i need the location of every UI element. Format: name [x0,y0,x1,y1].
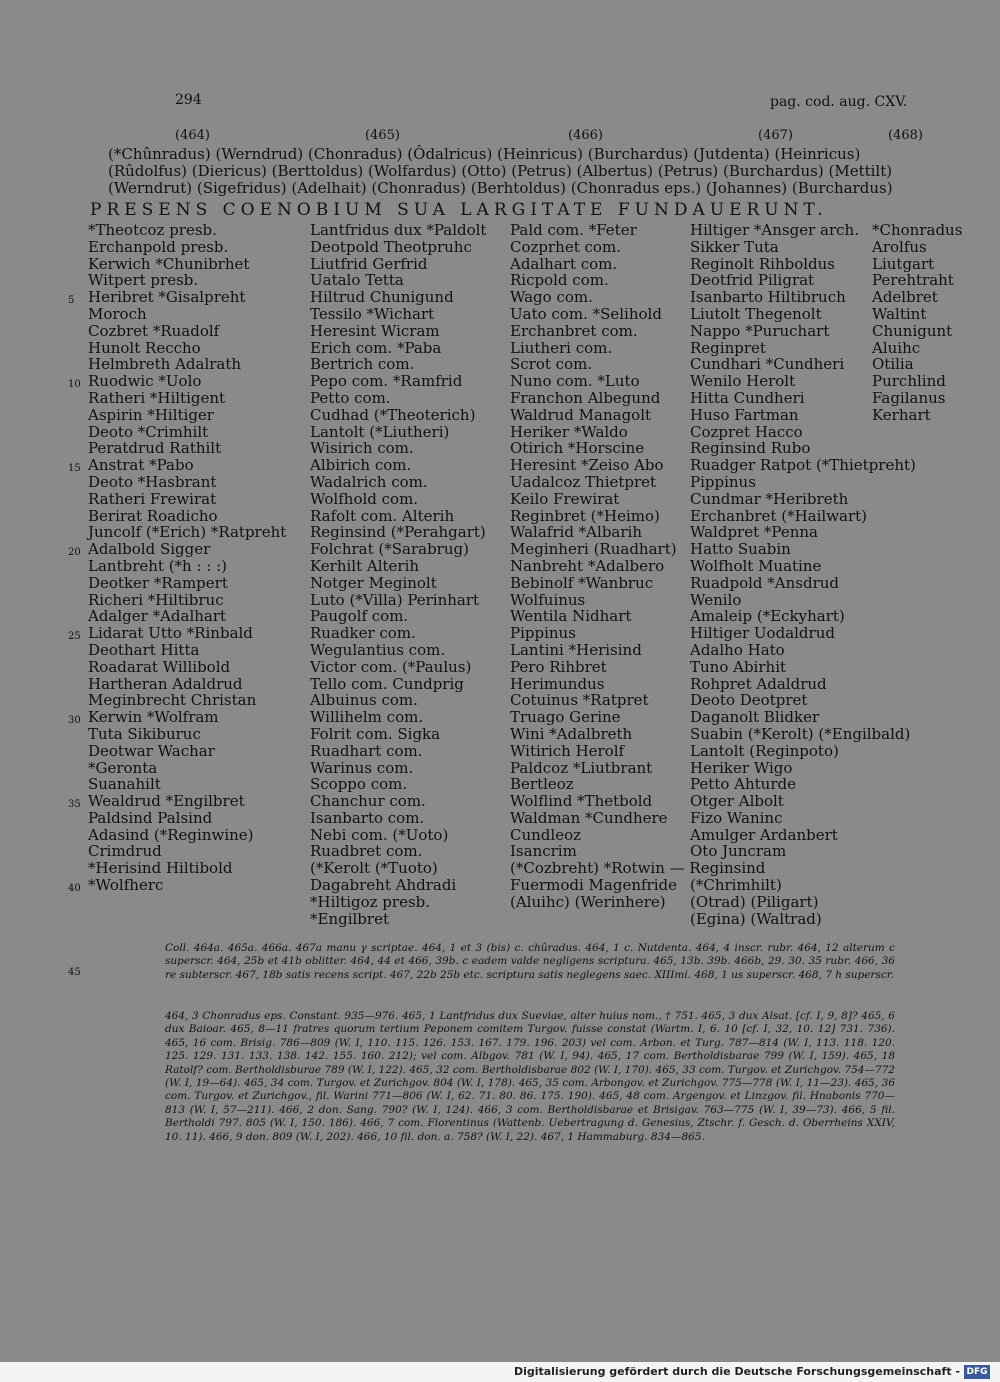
column-number: (466) [568,128,603,143]
name-entry: Willihelm com. [310,708,424,727]
name-entry: Roadarat Willibold [88,657,231,676]
name-entry: Dagabreht Ahdradi [310,876,457,895]
name-entry: Wegulantius com. [310,640,446,659]
name-entry: Adalhart com. [510,254,618,273]
name-entry: (Otrad) (Piligart) [690,892,819,911]
name-entry: Ruadpold *Ansdrud [690,573,840,592]
name-entry: Pepo com. *Ramfrid [310,372,463,391]
name-entry: Arolfus [872,237,927,256]
name-entry: Ruadbret com. [310,842,423,861]
name-entry: Erich com. *Paba [310,338,442,357]
name-entry: Bertleoz [510,775,574,794]
line-number: 10 [68,379,81,391]
name-entry: Herimundus [510,674,605,693]
name-entry: Adasind (*Reginwine) [88,825,254,844]
name-entry: Cozbret *Ruadolf [88,321,220,340]
name-entry: Lidarat Utto *Rinbald [88,624,253,643]
name-entry: Pippinus [690,472,756,491]
name-entry: *Geronta [88,758,158,777]
name-column-468 [872,222,962,424]
footer-credit: Digitalisierung gefördert durch die Deutsche Forschungsgemeinschaft - [513,1365,960,1378]
name-entry: Anstrat *Pabo [88,456,194,475]
name-entry: Ratheri Frewirat [88,489,217,508]
name-entry: Reginpret [690,338,766,357]
name-entry: Reginsind Rubo [690,439,811,458]
commentary-notes [165,1010,895,1144]
name-entry: Cundmar *Heribreth [690,489,849,508]
name-entry: Deoto Deotpret [690,691,808,710]
name-entry: Wolflind *Thetbold [510,792,653,811]
name-entry: Juncolf (*Erich) *Ratpreht [88,523,287,542]
name-entry: Liutolt Thegenolt [690,304,822,323]
name-entry: Nebi com. (*Uoto) [310,825,449,844]
name-row: (*Chûnradus) (Werndrud) (Chonradus) (Ôdalricus) (Heinricus) (Burchardus) (Jutdenta) (Heinricus) [108,145,861,163]
name-entry: Albirich com. [310,456,412,475]
name-entry: Deotfrid Piligrat [690,271,815,290]
name-entry: Petto Ahturde [690,775,796,794]
column-number: (465) [365,128,400,143]
name-entry: Otilia [872,355,914,374]
name-entry: Pippinus [510,624,576,643]
name-entry: Scoppo com. [310,775,408,794]
name-entry: Sikker Tuta [690,237,779,256]
name-entry: Suabin (*Kerolt) (*Engilbald) [690,724,911,743]
dfg-logo: DFG [964,1365,990,1379]
name-entry: Victor com. (*Paulus) [310,657,472,676]
name-entry: Cundleoz [510,825,582,844]
name-entry: Meginbrecht Christan [88,691,257,710]
name-entry: Deotker *Rampert [88,573,228,592]
name-entry: Erchanpold presb. [88,237,229,256]
name-entry: Tuta Sikiburuc [88,724,201,743]
name-entry: Richeri *Hiltibruc [88,590,224,609]
name-entry: Wolfholt Muatine [690,556,822,575]
name-entry: Fagilanus [872,388,946,407]
name-entry: Paldsind Palsind [88,808,213,827]
name-entry: Heresint *Zeiso Abo [510,456,664,475]
name-entry: Crimdrud [88,842,162,861]
name-entry: Lantbreht (*h : : :) [88,556,228,575]
name-entry: Kerwich *Chunibrhet [88,254,250,273]
name-entry: Ruadhart com. [310,741,423,760]
name-entry: Ricpold com. [510,271,609,290]
name-entry: Isanbarto Hiltibruch [690,288,846,307]
name-entry: Aspirin *Hiltiger [88,405,214,424]
name-entry: Deotwar Wachar [88,741,215,760]
name-entry: Tuno Abirhit [690,657,787,676]
note-paragraph: Coll. 464a. 465a. 466a. 467a manu γ scriptae. 464, 1 et 3 (bis) c. chûradus. 464, 1 c. Nutdenta. 464, 4 inscr. rubr. 464, 12 alterum c superscr. 464, 25b et 41b oblitter. 464, 44 et 466, 39b. c eadem valde negligens scriptura. 465, 13b. 39b. 466b, 29. 30. 35 rubr. 466, 36 re subterscr. 467, 18b satis recens script. 467, 22b 25b etc. scriptura satis neglegens saec. XIIImi. 468, 1 us superscr. 468, 7 h superscr. [165,942,895,981]
name-entry: Cozprhet com. [510,237,621,256]
name-entry: Erchanbret com. [510,321,638,340]
name-entry: Hunolt Reccho [88,338,201,357]
name-entry: Liutfrid Gerfrid [310,254,428,273]
line-number: 45 [68,967,81,979]
name-entry: Folrit com. Sigka [310,724,441,743]
name-entry: Daganolt Blidker [690,708,820,727]
name-entry: Pald com. *Feter [510,221,637,239]
name-entry: Tello com. Cundprig [310,674,464,693]
name-entry: Waldrud Managolt [510,405,652,424]
name-entry: Warinus com. [310,758,414,777]
name-entry: Truago Gerine [510,708,621,727]
name-entry: Franchon Albegund [510,388,661,407]
name-entry: Uatalo Tetta [310,271,404,290]
name-entry: Liutheri com. [510,338,613,357]
name-entry: Notger Meginolt [310,573,437,592]
name-entry: Waldman *Cundhere [510,808,668,827]
name-entry: Rafolt com. Alterih [310,506,455,525]
name-entry: Kerwin *Wolfram [88,708,219,727]
name-entry: Deoto *Crimhilt [88,422,209,441]
name-entry: Uadalcoz Thietpret [510,472,657,491]
page-number: 294 [175,92,202,108]
name-entry: Chunigunt [872,321,953,340]
name-entry: Tessilo *Wichart [310,304,435,323]
name-entry: Paldcoz *Liutbrant [510,758,653,777]
name-entry: (*Kerolt (*Tuoto) [310,859,438,878]
name-entry: Rohpret Adaldrud [690,674,827,693]
name-entry: Heribret *Gisalpreht [88,288,246,307]
name-entry: *Herisind Hiltibold [88,859,233,878]
name-entry: Adelbret [872,288,938,307]
name-entry: Petto com. [310,388,391,407]
name-entry: Reginolt Rihboldus [690,254,835,273]
name-entry: Peratdrud Rathilt [88,439,222,458]
name-entry: Folchrat (*Sarabrug) [310,540,469,559]
name-entry: Hartheran Adaldrud [88,674,243,693]
name-entry: Cundhari *Cundheri [690,355,845,374]
name-entry: Adalger *Adalhart [88,607,227,626]
name-entry: Nuno com. *Luto [510,372,640,391]
name-entry: Hiltiger Uodaldrud [690,624,835,643]
name-entry: *Theotcoz presb. [88,221,217,239]
column-number: (464) [175,128,210,143]
name-entry: Hiltrud Chunigund [310,288,454,307]
name-entry: Scrot com. [510,355,593,374]
name-entry: Lantolt (*Liutheri) [310,422,450,441]
line-number: 30 [68,715,81,727]
name-entry: Bertrich com. [310,355,415,374]
name-entry: Ruadker com. [310,624,416,643]
name-entry [690,860,916,877]
name-entry: Cotuinus *Ratpret [510,691,649,710]
name-entry: Witirich Herolf [510,741,625,760]
name-entry: Wago com. [510,288,593,307]
name-entry: Heresint Wicram [310,321,440,340]
name-entry: Lantfridus dux *Paldolt [310,221,487,239]
name-entry: Wisirich com. [310,439,414,458]
name-entry: Cudhad (*Theoterich) [310,405,476,424]
name-entry: Luto (*Villa) Perinhart [310,590,480,609]
name-entry: Otirich *Horscine [510,439,645,458]
name-entry: Adalho Hato [690,640,785,659]
name-entry: Keilo Frewirat [510,489,620,508]
name-entry: Aluihc [872,338,921,357]
name-entry: Ratheri *Hiltigent [88,388,226,407]
name-entry: Nappo *Puruchart [690,321,830,340]
name-entry: Wentila Nidhart [510,607,632,626]
name-entry: Fizo Waninc [690,808,783,827]
name-entry: Meginheri (Ruadhart) [510,540,677,559]
name-entry: Suanahilt [88,775,161,794]
name-entry: Cozpret Hacco [690,422,803,441]
name-entry: Purchlind [872,372,946,391]
name-entry: Waldpret *Penna [690,523,818,542]
name-entry: Huso Fartman [690,405,799,424]
name-entry: Heriker Wigo [690,758,793,777]
name-entry: (*Cozbreht) *Rotwin — Reginsind [510,859,766,878]
name-entry: Albuinus com. [310,691,418,710]
name-entry: Reginbret (*Heimo) [510,506,660,525]
section-title: PRESENS COENOBIUM SUA LARGITATE FUNDAUERUNT. [90,200,828,220]
name-entry: Fuermodi Magenfride [510,876,677,895]
name-entry: Walafrid *Albarih [510,523,642,542]
name-entry: Perehtraht [872,271,954,290]
name-entry: Helmbreth Adalrath [88,355,242,374]
name-entry: *Wolfherc [88,876,164,895]
name-entry: Paugolf com. [310,607,409,626]
line-number: 15 [68,463,81,475]
name-entry: Wini *Adalbreth [510,724,633,743]
name-entry: Erchanbret (*Hailwart) [690,506,868,525]
name-entry: *Engilbret [310,909,389,928]
name-entry: Waltint [872,304,927,323]
note-paragraph: 464, 3 Chonradus eps. Constant. 935—976. 465, 1 Lantfridus dux Sueviae, alter huius nom., † 751. 465, 3 dux Alsat. [cf. I, 9, 8]? 465, 6 dux Baioar. 465, 8—11 fratres quorum tertium Peponem comitem Turgov. fuisse constat (Wartm. I, 6. 10 [cf. I, 32, 10. 12] 731. 736). 465, 16 com. Brisig. 786—809 (W. I, 110. 115. 126. 153. 167. 179. 196. 203) vel com. Arbon. et Turg. 787—814 (W. I, 113. 118. 120. 125. 129. 131. 133. 138. 142. 155. 160. 212); vel com. Albgov. 781 (W. I, 94). 465, 17 com. Bertholdisbarae 799 (W. I, 159). 465, 18 Ratolf? com. Bertholdisburae 789 (W. I, 122). 465, 32 com. Bertholdisbarae 802 (W. I, 170). 465, 33 com. Turgov. et Zurichgov. 754—772 (W. I, 19—64). 465, 34 com. Turgov. et Zurichgov. 804 (W. I, 178). 465, 35 com. Arbongov. et Zurichgov. 775—778 (W. I, 11—23). 465, 36 com. Turgov. et Zurichgov., fil. Warini 771—806 (W. I, 62. 71. 80. 86. 175. 190). 465, 48 com. Argengov. et Linzgov. fil. Hnabonis 770—813 (W. I, 57—211). 466, 2 don. Sang. 790? (W. I, 124). 466, 3 com. Bertholdisbarae et Brisigav. 763—775 (W. I, 39—73). 466, 5 fil. Bertholdi 797. 805 (W. I, 150. 186). 466, 7 com. Florentinus (Wattenb. Uebertragung d. Genesius, Ztschr. f. Gesch. d. Oberrheins XXIV, 10. 11). 466, 9 don. 809 (W. I, 202). 466, 10 fil. don. a. 758? (W. I, 22). 467, 1 Hammaburg. 834—865. [165,1010,895,1143]
name-entry: Wenilo Herolt [690,372,796,391]
name-entry: Nanbreht *Adalbero [510,556,665,575]
name-entry: Wolfhold com. [310,489,419,508]
name-entry: Isanbarto com. [310,808,425,827]
name-entry: *Chonradus [872,221,963,239]
name-entry: (Egina) (Waltrad) [690,909,822,928]
name-entry: Amaleip (*Eckyhart) [690,607,845,626]
name-entry: Berirat Roadicho [88,506,218,525]
name-entry: Uato com. *Selihold [510,304,662,323]
name-entry: Wealdrud *Engilbret [88,792,245,811]
name-entry: Heriker *Waldo [510,422,628,441]
name-entry: Wadalrich com. [310,472,428,491]
name-entry: Reginsind (*Perahgart) [310,523,486,542]
name-entry: Hiltiger *Ansger arch. [690,221,859,239]
line-number: 25 [68,631,81,643]
name-entry: Bebinolf *Wanbruc [510,573,654,592]
name-row: (Rûdolfus) (Diericus) (Berttoldus) (Wolfardus) (Otto) (Petrus) (Albertus) (Petrus) (Burchardus) (Mettilt) [108,162,893,180]
footer-bar [0,1362,1000,1382]
name-entry: Pero Rihbret [510,657,607,676]
name-entry: Ruadger Ratpot (*Thietpreht) [690,456,916,475]
line-number: 20 [68,547,81,559]
name-entry: Isancrim [510,842,577,861]
name-entry: Moroch [88,304,147,323]
name-entry: Wenilo [690,590,742,609]
name-entry: Hitta Cundheri [690,388,805,407]
name-entry: Ruodwic *Uolo [88,372,202,391]
collation-notes [165,942,895,982]
name-entry: Witpert presb. [88,271,199,290]
name-entry: Lantolt (Reginpoto) [690,741,839,760]
name-column-465 [310,222,486,927]
column-number: (468) [888,128,923,143]
name-row: (Werndrut) (Sigefridus) (Adelhait) (Chonradus) (Berhtoldus) (Chonradus eps.) (Johannes) (Burchardus) [108,179,893,197]
name-entry: Kerhilt Alterih [310,556,420,575]
name-entry: Wolfuinus [510,590,586,609]
name-entry: (*Chrimhilt) [690,876,782,895]
name-entry: Otger Albolt [690,792,784,811]
name-entry: Kerhart [872,405,931,424]
line-number: 40 [68,883,81,895]
name-entry: Deothart Hitta [88,640,200,659]
name-entry: Deoto *Hasbrant [88,472,217,491]
name-entry: Lantini *Herisind [510,640,642,659]
name-entry: Amulger Ardanbert [690,825,838,844]
name-entry: *Hiltigoz presb. [310,892,431,911]
name-entry: Deotpold Theotpruhc [310,237,472,256]
name-entry: (Aluihc) (Werinhere) [510,892,666,911]
column-number: (467) [758,128,793,143]
name-entry: Liutgart [872,254,935,273]
name-entry: Hatto Suabin [690,540,791,559]
name-entry: Chanchur com. [310,792,426,811]
line-number: 5 [68,295,75,307]
name-column-464 [88,222,286,894]
running-head: pag. cod. aug. CXV. [770,94,908,110]
name-entry: Oto Juncram [690,842,787,861]
name-entry: Adalbold Sigger [88,540,211,559]
line-number: 35 [68,799,81,811]
